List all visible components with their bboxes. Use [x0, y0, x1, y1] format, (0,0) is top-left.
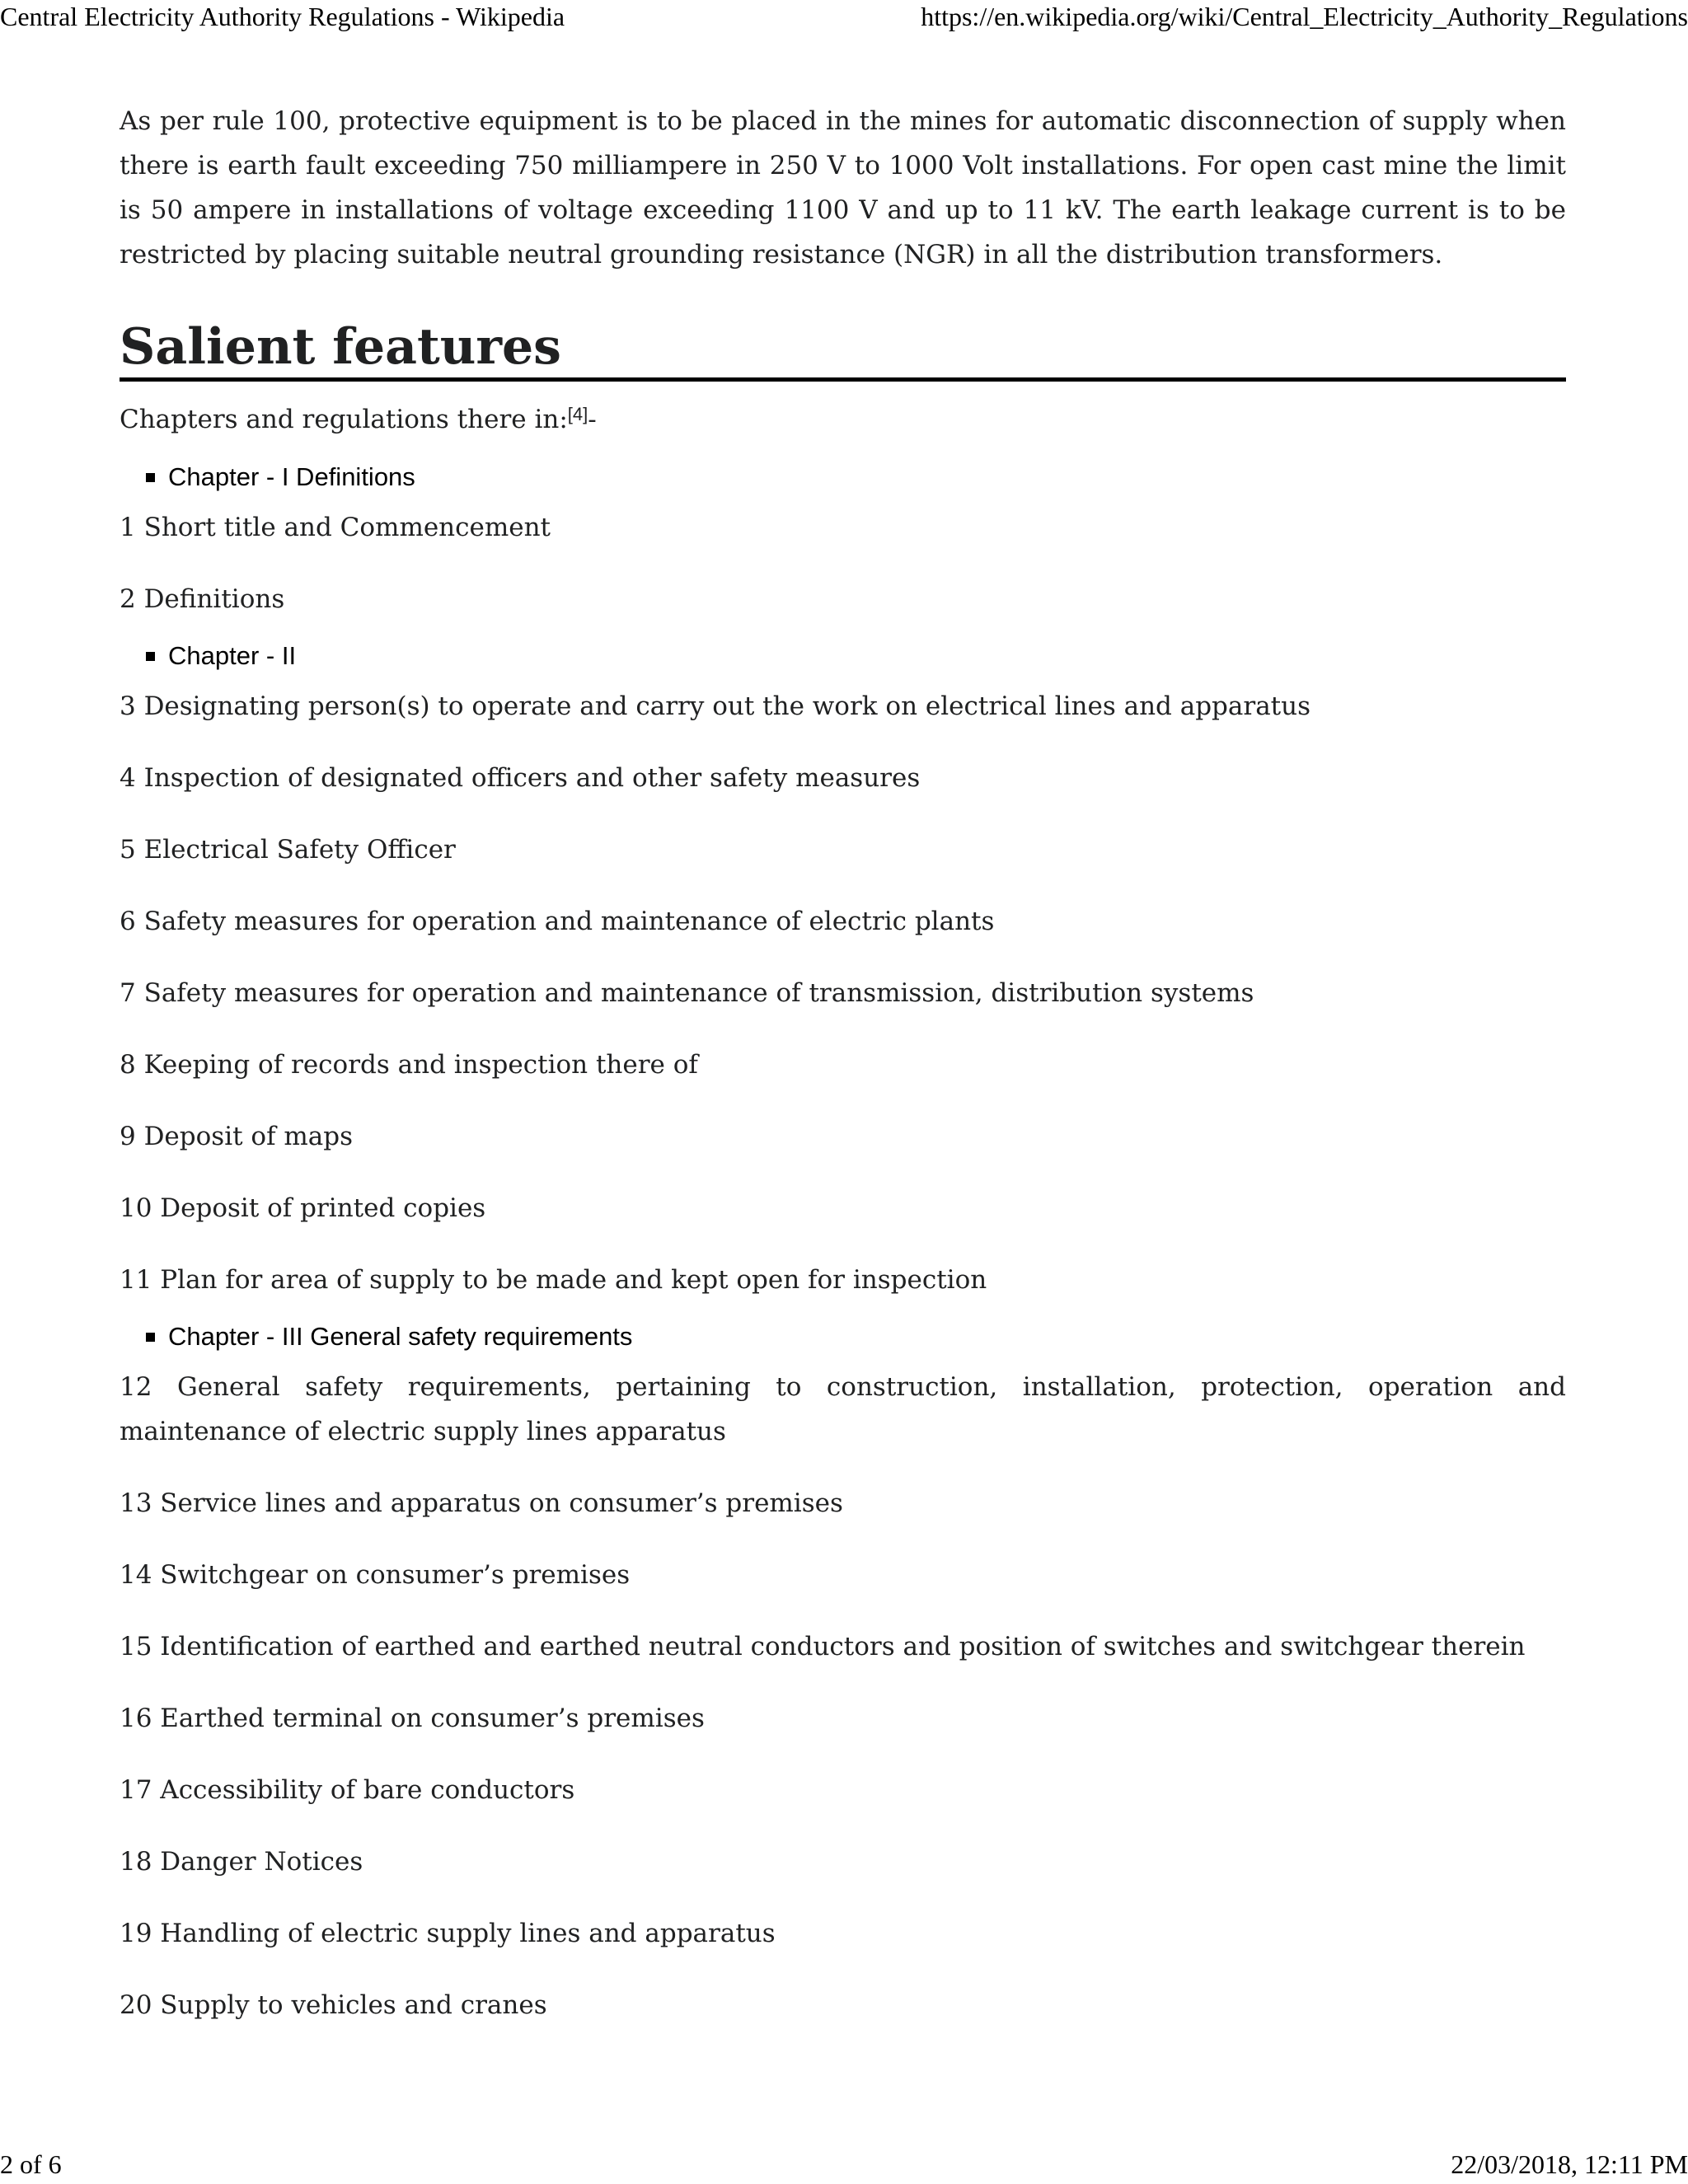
regulation-item: 8 Keeping of records and inspection there of	[120, 1050, 698, 1080]
page-number: 2 of 6	[0, 2149, 62, 2179]
regulation-item: 9 Deposit of maps	[120, 1122, 354, 1151]
chapter-item	[146, 640, 1566, 673]
print-datetime: 22/03/2018, 12:11 PM	[1451, 2149, 1688, 2179]
reference-link[interactable]: [4]	[567, 404, 588, 424]
regulation-item: 12 General safety requirements, pertaining to construction, installation, protection, operation and maintenance of electric supply lines apparatus	[120, 1372, 1566, 1446]
bullet-icon	[146, 652, 155, 661]
chapter-item	[146, 461, 1566, 494]
article-content	[120, 99, 1566, 2027]
regulation-item: 5 Electrical Safety Officer	[120, 835, 456, 865]
chapters-intro-text: Chapters and regulations there in:	[120, 405, 568, 434]
regulation-item: 16 Earthed terminal on consumer’s premises	[120, 1704, 705, 1733]
regulation-item: 1 Short title and Commencement	[120, 513, 551, 542]
regulation-item: 19 Handling of electric supply lines and apparatus	[120, 1919, 776, 1948]
regulation-item: 4 Inspection of designated officers and other safety measures	[120, 763, 921, 793]
regulation-item: 2 Definitions	[120, 584, 285, 614]
regulation-item: 10 Deposit of printed copies	[120, 1193, 486, 1223]
print-footer	[0, 2151, 1688, 2177]
regulation-item: 3 Designating person(s) to operate and carry out the work on electrical lines and apparatus	[120, 691, 1311, 721]
regulation-item: 20 Supply to vehicles and cranes	[120, 1990, 547, 2020]
section-heading-salient-features: Salient features	[120, 320, 1566, 382]
print-header	[0, 3, 1688, 30]
regulation-item: 7 Safety measures for operation and maintenance of transmission, distribution systems	[120, 978, 1254, 1008]
print-header-title: Central Electricity Authority Regulations - Wikipedia	[0, 2, 565, 31]
regulation-item: 6 Safety measures for operation and maintenance of electric plants	[120, 907, 995, 936]
chapter-title: Chapter - III General safety requirements	[168, 1322, 633, 1351]
chapters-intro	[120, 403, 1566, 436]
regulation-item: 18 Danger Notices	[120, 1847, 363, 1877]
bullet-icon	[146, 473, 155, 482]
regulation-item: 11 Plan for area of supply to be made and kept open for inspection	[120, 1265, 987, 1295]
bullet-icon	[146, 1333, 155, 1342]
regulation-item: 15 Identification of earthed and earthed neutral conductors and position of switches and switchgear therein	[120, 1632, 1526, 1661]
print-header-url[interactable]: https://en.wikipedia.org/wiki/Central_Electricity_Authority_Regulations	[921, 2, 1688, 31]
regulation-item: 13 Service lines and apparatus on consumer’s premises	[120, 1488, 843, 1518]
regulation-item: 17 Accessibility of bare conductors	[120, 1775, 575, 1805]
chapter-title: Chapter - II	[168, 641, 297, 670]
regulation-item: 14 Switchgear on consumer’s premises	[120, 1560, 631, 1590]
chapter-item	[146, 1320, 1566, 1353]
chapters-intro-suffix: -	[588, 405, 597, 434]
lead-paragraph: As per rule 100, protective equipment is to be placed in the mines for automatic disconnection of supply when there is earth fault exceeding 750 milliampere in 250 V to 1000 Volt installations. For open cast mine the limit is 50 ampere in installations of voltage exceeding 1100 V and up to 11 kV. The earth leakage current is to be restricted by placing suitable neutral grounding resistance (NGR) in all the distribution transformers.	[120, 106, 1566, 269]
chapter-title: Chapter - I Definitions	[168, 462, 415, 491]
